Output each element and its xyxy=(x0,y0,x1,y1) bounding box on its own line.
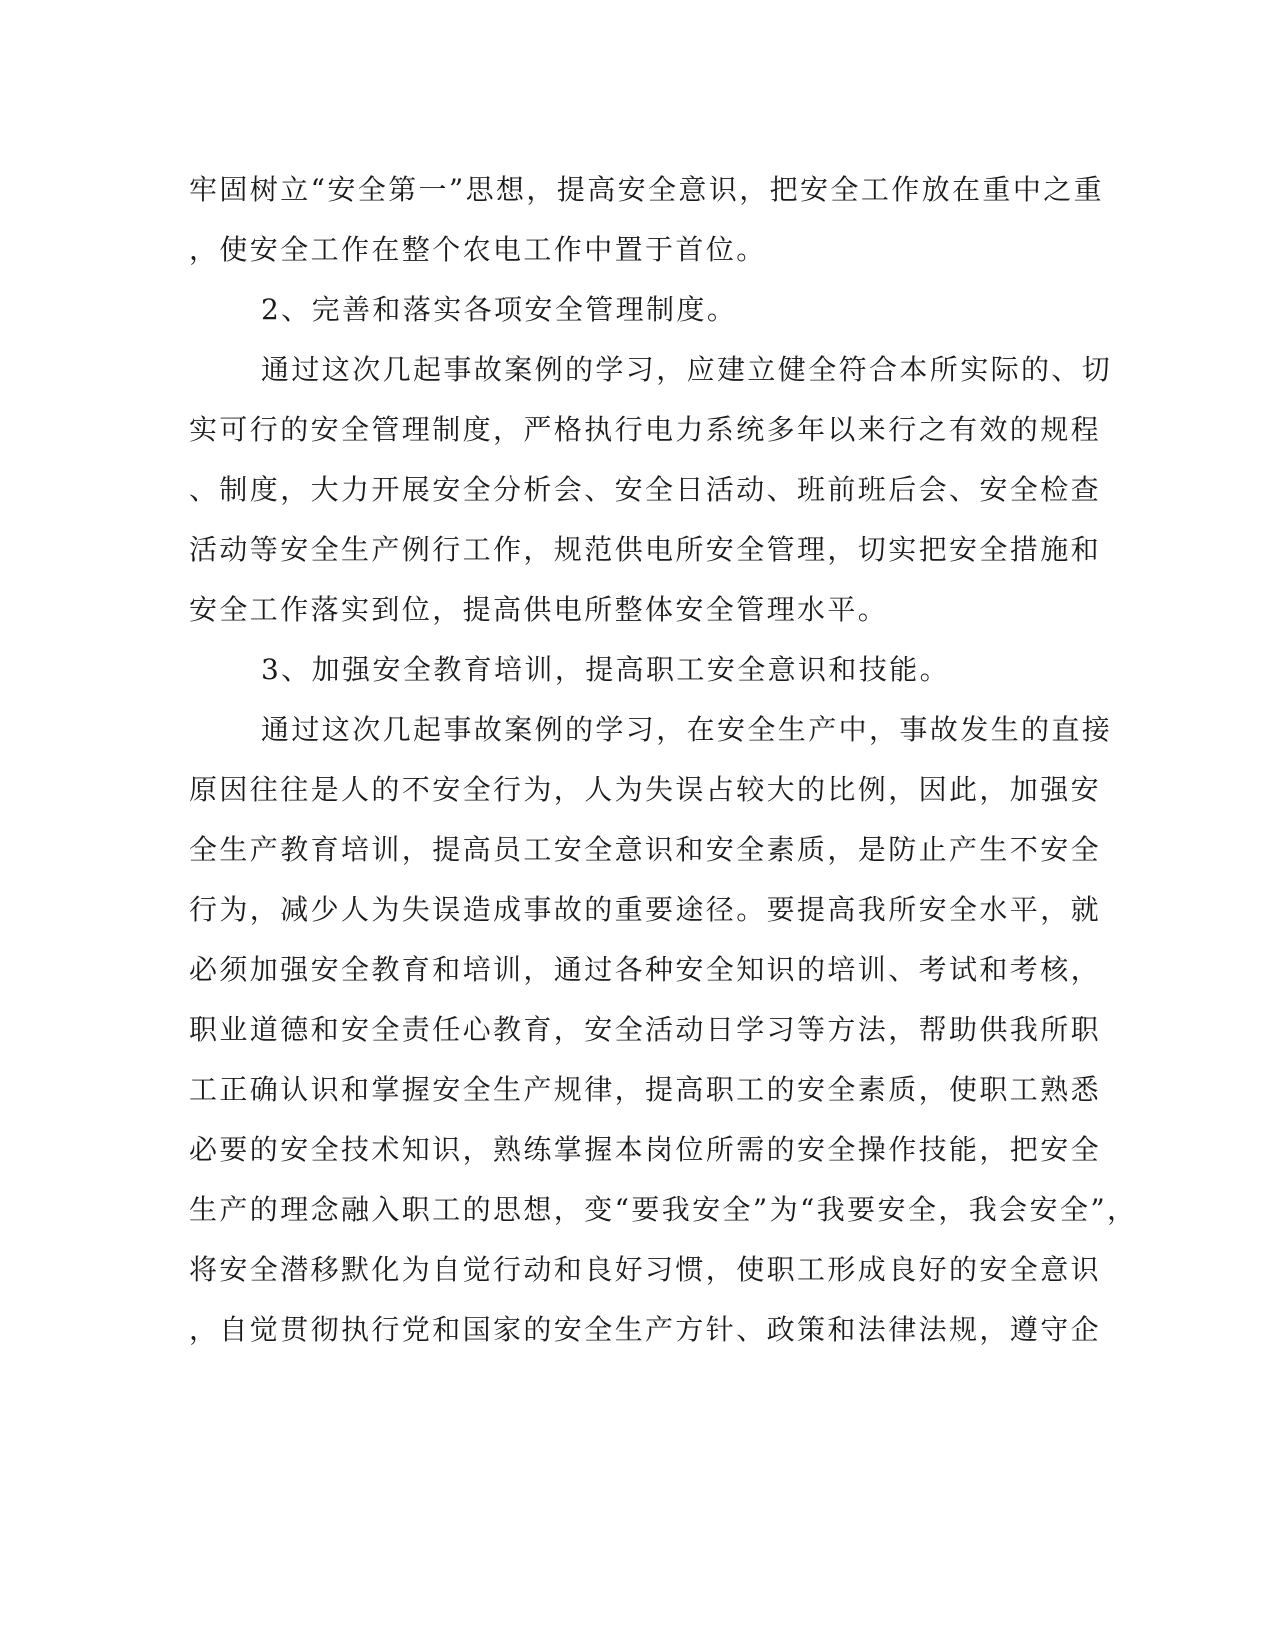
paragraph-line: 必须加强安全教育和培训，通过各种安全知识的培训、考试和考核， xyxy=(189,953,1102,986)
paragraph-line: 工正确认识和掌握安全生产规律，提高职工的安全素质，使职工熟悉 xyxy=(189,1073,1102,1106)
paragraph-line: 职业道德和安全责任心教育，安全活动日学习等方法，帮助供我所职 xyxy=(189,1013,1102,1046)
paragraph-line: 必要的安全技术知识，熟练掌握本岗位所需的安全操作技能，把安全 xyxy=(189,1133,1102,1166)
paragraph-line: 牢固树立“安全第一”思想，提高安全意识，把安全工作放在重中之重 xyxy=(189,173,1105,206)
paragraph-line: ，使安全工作在整个农电工作中置于首位。 xyxy=(189,233,767,266)
paragraph-line: 、制度，大力开展安全分析会、安全日活动、班前班后会、安全检查 xyxy=(189,473,1102,506)
paragraph-line: 将安全潜移默化为自觉行动和良好习惯，使职工形成良好的安全意识 xyxy=(189,1253,1102,1286)
paragraph-line: 安全工作落实到位，提高供电所整体安全管理水平。 xyxy=(189,593,889,626)
paragraph-line: 通过这次几起事故案例的学习，应建立健全符合本所实际的、切 xyxy=(261,353,1113,386)
paragraph-line: 通过这次几起事故案例的学习，在安全生产中，事故发生的直接 xyxy=(261,713,1113,746)
section-heading-3: 3、加强安全教育培训，提高职工安全意识和技能。 xyxy=(261,653,951,686)
paragraph-line: ，自觉贯彻执行党和国家的安全生产方针、政策和法律法规，遵守企 xyxy=(189,1313,1102,1346)
paragraph-line: 原因往往是人的不安全行为，人为失误占较大的比例，因此，加强安 xyxy=(189,773,1102,806)
paragraph-line: 行为，减少人为失误造成事故的重要途径。要提高我所安全水平，就 xyxy=(189,893,1102,926)
paragraph-line: 全生产教育培训，提高员工安全意识和安全素质，是防止产生不安全 xyxy=(189,833,1102,866)
paragraph-line: 活动等安全生产例行工作，规范供电所安全管理，切实把安全措施和 xyxy=(189,533,1102,566)
paragraph-line: 生产的理念融入职工的思想，变“要我安全”为“我要安全，我会安全”， xyxy=(189,1193,1138,1226)
section-heading-2: 2、完善和落实各项安全管理制度。 xyxy=(261,293,738,326)
paragraph-line: 实可行的安全管理制度，严格执行电力系统多年以来行之有效的规程 xyxy=(189,413,1102,446)
document-body xyxy=(189,160,1138,1360)
